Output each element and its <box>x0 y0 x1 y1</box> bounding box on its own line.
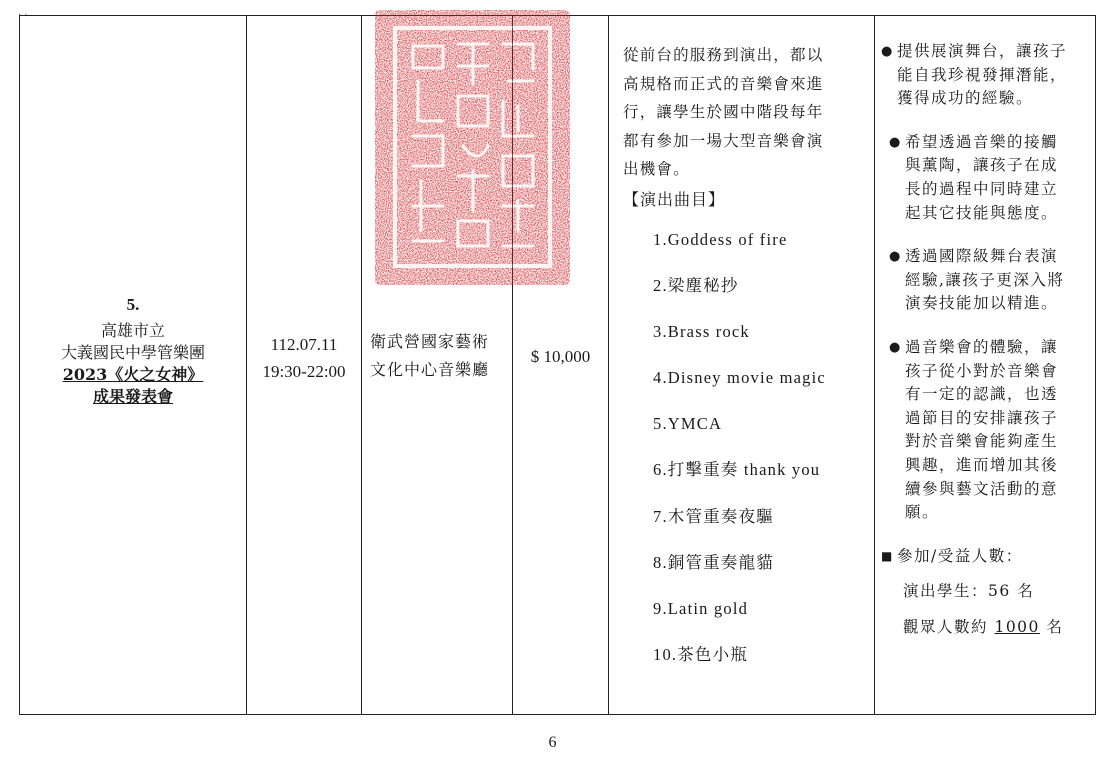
goal-text <box>905 245 1064 316</box>
square-bullet-icon: ■ <box>881 548 894 563</box>
goal-text <box>905 336 1058 525</box>
goal-line: 能自我珍視發揮潛能， <box>897 65 1068 84</box>
goal-item <box>881 336 1085 525</box>
students-label: 演出學生： <box>903 582 989 601</box>
goal-line: 興趣，進而增加其後 <box>905 455 1059 474</box>
students-count <box>881 580 1085 604</box>
goal-line: 續參與藝文活動的意 <box>905 479 1059 498</box>
goal-item <box>881 40 1085 111</box>
venue-line1: 衛武營國家藝術 <box>370 332 490 351</box>
goal-line: 演奏技能加以精進。 <box>905 294 1059 313</box>
program-item: 1.Goddess of fire <box>653 230 788 249</box>
goals-cell <box>875 16 1096 715</box>
program-item: 7.木管重奏夜驅 <box>653 506 774 526</box>
event-date: 112.07.11 <box>270 335 338 354</box>
program-item: 4.Disney movie magic <box>653 368 826 388</box>
org-line2: 大義國民中學管樂團 <box>60 343 205 362</box>
event-time: 19:30-22:00 <box>262 362 346 381</box>
page-number: 6 <box>548 734 557 751</box>
red-seal-stamp <box>373 6 572 289</box>
goal-item <box>881 245 1085 316</box>
goal-list <box>881 40 1085 525</box>
bullet-icon: ● <box>889 249 902 265</box>
description-line: 高規格而正式的音樂會來進 <box>623 74 824 93</box>
program-item: 10.茶色小瓶 <box>653 644 749 664</box>
goal-item <box>881 131 1085 225</box>
audience-label: 觀眾人數約 <box>903 617 989 636</box>
students-unit: 名 <box>1017 582 1035 601</box>
goal-line: 透過國際級舞台表演 <box>905 247 1059 266</box>
description-line: 從前台的服務到演出，都以 <box>623 46 824 64</box>
bullet-icon: ● <box>889 134 902 150</box>
venue-line2: 文化中心音樂廳 <box>370 360 490 379</box>
event-title-line2: 成果發表會 <box>92 387 173 406</box>
audience-count <box>881 616 1085 640</box>
event-title-line1: 2023《火之女神》 <box>62 365 204 384</box>
participants-heading <box>881 545 1085 569</box>
program-item: 9.Latin gold <box>653 598 749 618</box>
program-item: 3.Brass rock <box>653 322 750 342</box>
goal-line: 長的過程中同時建立 <box>905 179 1059 198</box>
goal-line: 起其它技能與態度。 <box>905 203 1059 222</box>
program-item: 2.梁塵秘抄 <box>653 276 739 296</box>
bullet-icon: ● <box>889 339 902 355</box>
description-line: 出機會。 <box>623 160 690 178</box>
goal-line: 與薰陶，讓孩子在成 <box>905 156 1059 175</box>
program-list <box>623 226 874 687</box>
program-item: 8.銅管重奏龍貓 <box>653 552 774 572</box>
goal-text <box>905 131 1058 225</box>
date-cell <box>247 16 362 715</box>
description-line: 都有參加一場大型音樂會演 <box>623 131 824 150</box>
org-cell <box>20 16 247 715</box>
goal-line: 經驗,讓孩子更深入將 <box>905 270 1065 289</box>
goal-line: 獲得成功的經驗。 <box>897 89 1034 108</box>
goal-line: 提供展演舞台，讓孩子 <box>897 42 1068 60</box>
goal-text <box>897 40 1067 111</box>
bullet-icon: ● <box>881 44 894 59</box>
description-text <box>623 41 874 184</box>
scan-mark: · · <box>18 10 28 21</box>
goal-line: 有一定的認識，也透 <box>905 385 1059 404</box>
goal-line: 對於音樂會能夠產生 <box>905 432 1059 451</box>
participants-heading-text: 參加/受益人數： <box>897 546 1023 565</box>
cost-value: $ 10,000 <box>530 347 591 366</box>
org-line1: 高雄市立 <box>100 321 165 340</box>
program-item: 5.YMCA <box>653 414 723 434</box>
audience-unit: 名 <box>1046 617 1064 636</box>
goal-line: 希望透過音樂的接觸 <box>905 132 1059 151</box>
students-value: 56 <box>988 582 1011 601</box>
goal-line: 願。 <box>905 503 940 522</box>
goal-line: 孩子從小對於音樂會 <box>905 361 1059 380</box>
description-line: 行，讓學生於國中階段每年 <box>623 103 824 121</box>
goal-line: 過音樂會的體驗，讓 <box>905 337 1059 356</box>
program-item: 6.打擊重奏 thank you <box>653 460 821 480</box>
goal-line: 過節目的安排讓孩子 <box>905 408 1059 427</box>
description-cell <box>609 16 875 715</box>
item-number: 5. <box>126 295 140 314</box>
program-heading: 【演出曲目】 <box>623 189 726 209</box>
audience-value: 1000 <box>994 617 1040 636</box>
